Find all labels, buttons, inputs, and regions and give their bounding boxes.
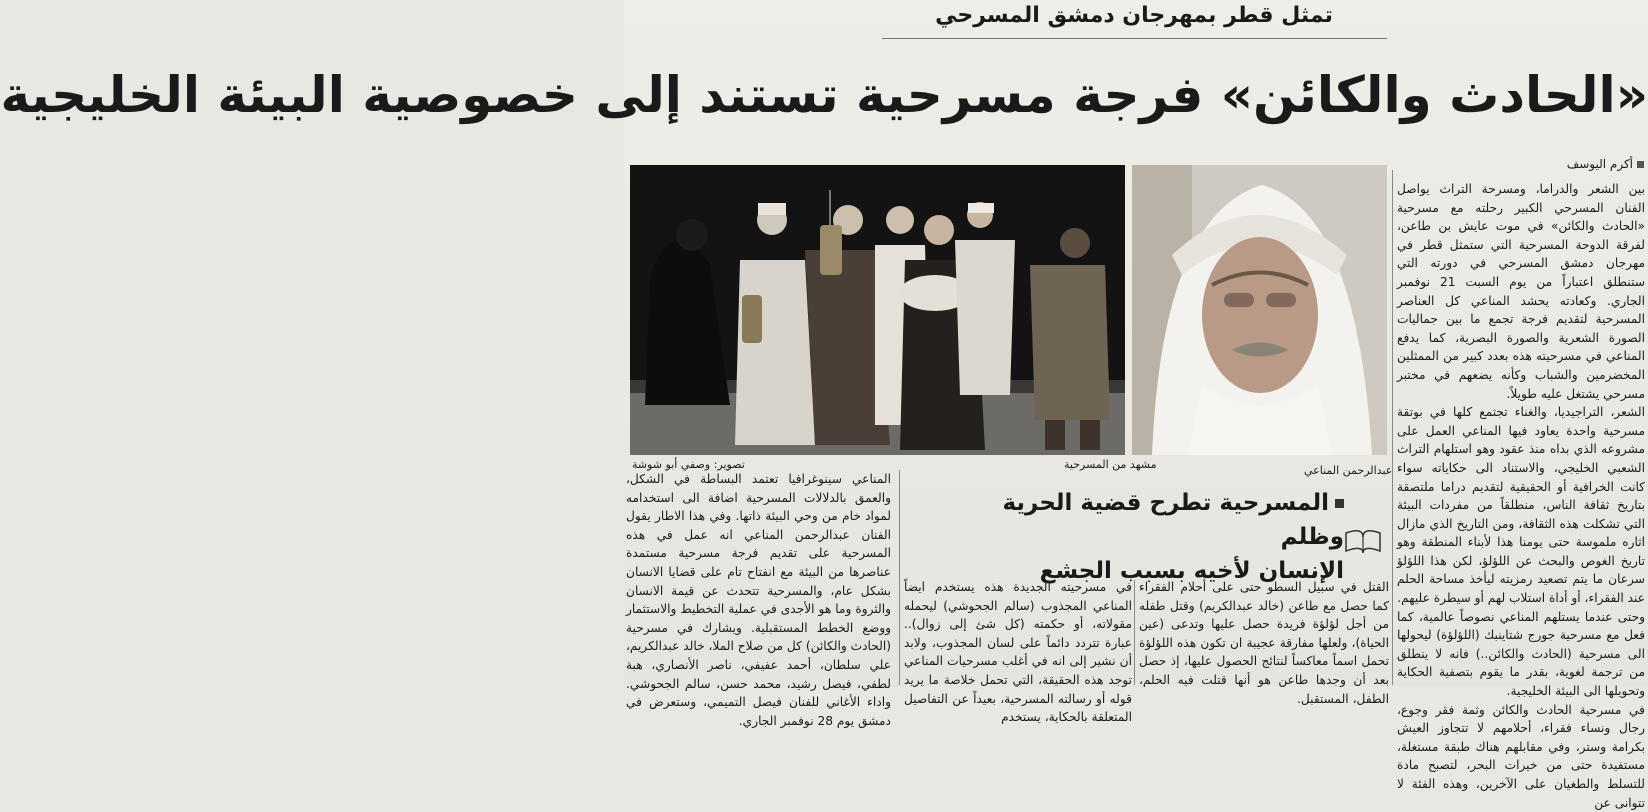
article-subhead (954, 486, 1344, 588)
subhead-line: الإنسان لأخيه بسبب الجشع (1039, 558, 1344, 584)
paragraph: في مسرحيته الجديدة هذه يستخدم ايضاً المناعي المجذوب (سالم الجحوشي) ليحمله مقولاته، أو حكمته (كل شئ إلى زوال).. عبارة تتردد دائماً على لسان المجذوب، ولابد أن نشير إلى انه في أغلب مسرحيات المناعي توجد هذه الحقيقة، التي تحمل خلاصة ما يريد قوله أو رسالته المسرحية، بعيداً عن التفاصيل المتعلقة بالحكاية، يستخدم (904, 580, 1132, 725)
scene-caption: مشهد من المسرحية (1064, 458, 1157, 471)
column-divider (899, 470, 900, 685)
article-column-right (1397, 180, 1645, 810)
kicker-divider (882, 38, 1387, 39)
photo-credit: تصوير: وصفي أبو شوشة (632, 458, 745, 471)
paragraph: بين الشعر والدراما، ومسرحة التراث يواصل الفنان المسرحي الكبير رحلته مع مسرحية «الحادث والكائن» في موت عايش بن طاعن، لفرقة الدوحة المسرحية التي ستمثل قطر في مهرجان دمشق المسرحي في دورته التي ستنطلق اعتباراً من يوم السبت 21 نوفمبر الجاري. وكعادته يحشد المناعي كل العناصر المسرحية لتقديم فرجة تجمع ما بين جماليات الصورة الشعرية والصورة البصرية، كما يدفع المناعي في مسرحيته هذه بعدد كبير من الممثلين المخضرمين والشباب وكأنه يضعهم في مختبر مسرحي يشتغل عليه طويلاً. (1397, 182, 1645, 401)
paragraph: المناعي سينوغرافيا تعتمد البساطة في الشكل، والعمق بالدلالات المسرحية اضافة الى استخدامه لمواد خام من وحي البيئة ذاتها. وفي هذا الاطار يقول الفنان عبدالرحمن المناعي انه عمل في هذه المسرحية على تقديم فرجة مسرحية مستمدة عناصرها من البيئة مع انفتاح تام على قضايا الانسان بشكل عام، والمسرحية تتحدث عن قيمة الانسان والثروة وما هو الأجدى في عملية التخطيط والاستثمار ووضع الخطط المستقبلية. ويشارك في مسرحية (الحادث والكائن) كل من صلاح الملا، خالد عبدالكريم، علي سلطان، أحمد عفيفي، ناصر الأنصاري، هبة لطفي، فيصل رشيد، محمد حسن، سالم الجحوشي. واداء الأغاني للفنان فيصل التميمي، وستعرض في دمشق يوم 28 نوفمبر الجاري. (626, 472, 891, 728)
article-column-middle-right (1139, 578, 1389, 706)
portrait-photo-image (1132, 165, 1387, 455)
book-icon (1344, 527, 1382, 555)
scene-photo-image (630, 165, 1125, 455)
subhead-line: المسرحية تطرح قضية الحرية وظلم (1002, 490, 1344, 550)
portrait-photo (1132, 165, 1387, 455)
paragraph: الشعر، التراجيديا، والغناء تجتمع كلها في بوتقة مسرحية واحدة يعاود فيها المناعي العمل على مشروعه الذي بداه منذ عقود وهو استلهام التراث الشعبي الخليجي، والاستناد الى حكاياته سواء كانت الخرافية أو الحقيقية لتقديم دراما ملتصقة بتاريخ ثقافة الناس، منطلقاً من مفردات البيئة التي تشكلت هذه الثقافة، ومن التاريخ الذي مازال اثاره ملموسة حتى يومنا هذا لأبناء المنطقة وهو تاريخ الغوص والبحث عن اللؤلؤ، لكن هذا اللؤلؤ سرعان ما يتم تصعيد رمزيته ليأخذ مساحة الحلم عند الفقراء، أو أداة استلاب لهم أو سيطرة عليهم. (1397, 405, 1645, 606)
byline (1464, 157, 1644, 171)
column-divider (1134, 580, 1135, 685)
byline-square-icon (1637, 161, 1644, 168)
portrait-caption: عبدالرحمن المناعي (1304, 464, 1393, 477)
subhead-square-icon (1335, 499, 1344, 508)
byline-author: أكرم اليوسف (1566, 157, 1633, 171)
paragraph: في مسرحية الحادث والكائن وثمة فقر وجوع، رجال ونساء فقراء، أحلامهم لا تتجاوز العيش بكرامة وستر، وفي مقابلهم هناك طبقة مستغلة، مستفيدة حتى من خيرات البحر، لتصبح مادة للتسلط والطغيان على الآخرين، وهذه الفئة لا تتوانى عن (1397, 702, 1645, 810)
paragraph: القتل في سبيل السطو حتى على أحلام الفقراء كما حصل مع طاعن (خالد عبدالكريم) وقتل طفله من أجل لؤلؤة فريدة حصل عليها وتدعى (عين الحياة)، ولعلها مفارقة عجيبة ان تكون هذه اللؤلؤة تحمل اسماً معاكساً لنتائج الحصول عليها، إذ حصل بعد أن وجدها طاعن هو أنها قتلت فيه الحلم، الطفل، المستقبل. (1139, 580, 1389, 706)
article-headline: «الحادث والكائن» فرجة مسرحية تستند إلى خصوصية البيئة الخليجية (0, 66, 1648, 124)
scene-photo (630, 165, 1125, 455)
paragraph: وحتى عندما يستلهم المناعي نصوصاً عالمية، كما فعل مع مسرحية جورج شتاينبك (اللؤلؤة) ليحولها الى مسرحية (الحادث والكائن..) فانه لا ينطلق من ترجمة لغوية، بقدر ما يقوم بتصفية الحكاية وتحويلها الى البيئة الخليجية. (1397, 609, 1645, 699)
article-column-left (626, 470, 891, 728)
article-column-middle-left (904, 578, 1132, 725)
column-divider (1392, 170, 1393, 685)
article-kicker: تمثل قطر بمهرجان دمشق المسرحي (935, 3, 1333, 28)
